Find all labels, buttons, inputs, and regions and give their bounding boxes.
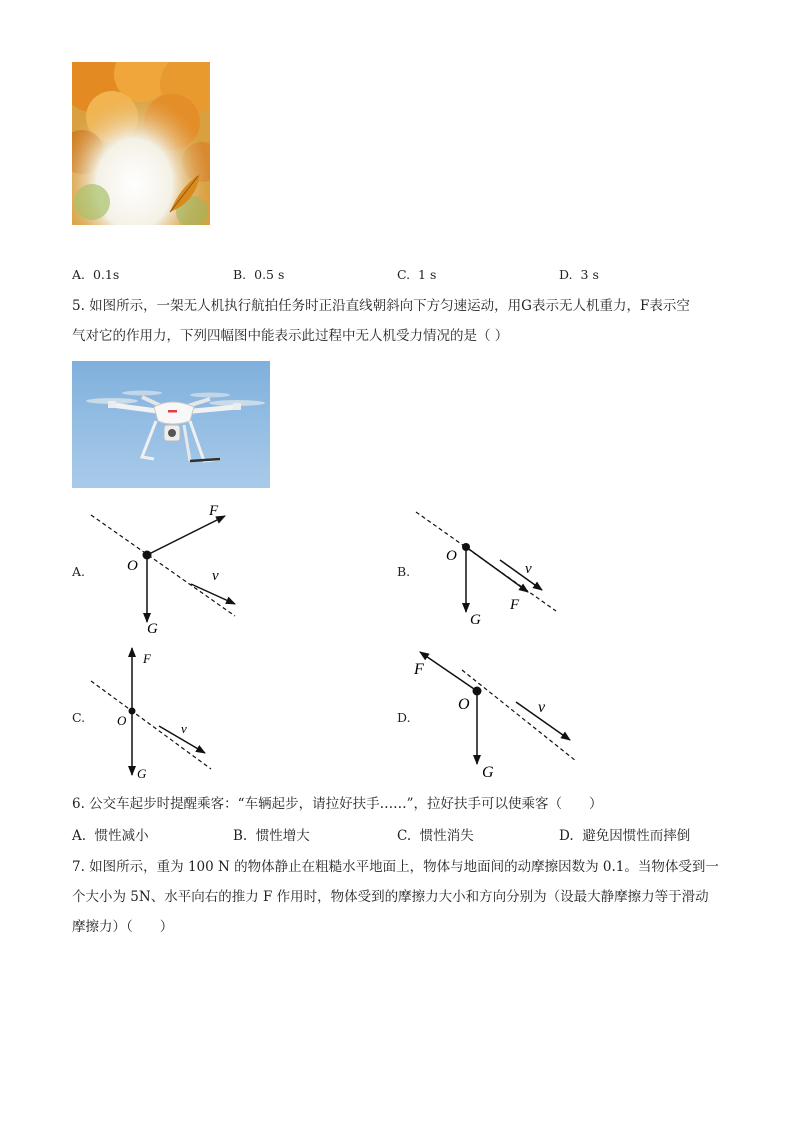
force-f-arrow xyxy=(420,652,477,691)
option-text: 惯性增大 xyxy=(255,828,310,844)
velocity-v-arrow xyxy=(500,560,542,590)
force-f-arrow xyxy=(147,516,225,555)
label-g: G xyxy=(470,612,481,628)
label-o: O xyxy=(127,558,138,574)
label-g: G xyxy=(137,766,147,781)
option-letter: C. xyxy=(397,828,412,844)
option-letter: D. xyxy=(559,828,574,844)
q5-option-b[interactable]: B. xyxy=(397,564,411,579)
force-diagram-a xyxy=(85,500,255,640)
option-letter: A. xyxy=(72,267,86,282)
label-f: F xyxy=(414,661,424,678)
label-f: F xyxy=(209,503,219,519)
q5-option-d[interactable]: D. xyxy=(397,710,411,725)
option-text: 惯性减小 xyxy=(94,828,149,844)
force-diagram-b xyxy=(410,500,570,635)
label-v: v xyxy=(181,721,187,736)
q5-stem-line-2: 气对它的作用力，下列四幅图中能表示此过程中无人机受力情况的是（ ） xyxy=(72,328,509,344)
label-f: F xyxy=(143,651,151,666)
q5-option-c[interactable]: C. xyxy=(72,710,86,725)
q4-option-b[interactable] xyxy=(233,265,284,285)
option-text: 1 s xyxy=(418,267,437,282)
q4-option-a[interactable] xyxy=(72,265,119,285)
q4-option-c[interactable] xyxy=(397,265,436,285)
label-v: v xyxy=(525,561,532,577)
label-o: O xyxy=(446,548,457,564)
q5-stem-line-1: 5. 如图所示，一架无人机执行航拍任务时正沿直线朝斜向下方匀速运动，用G表示无人机重力，F表示空 xyxy=(72,298,690,314)
autumn-leaves-photo xyxy=(72,62,210,225)
label-o: O xyxy=(117,713,127,728)
q7-stem-line-1: 7. 如图所示，重为 100 N 的物体静止在粗糙水平地面上，物体与地面间的动摩擦因数为 0.1。当物体受到一 xyxy=(72,859,719,875)
q5-option-a[interactable]: A. xyxy=(72,564,86,579)
q7-stem-line-3: 摩擦力）（ ） xyxy=(72,919,174,935)
option-text: 避免因惯性而摔倒 xyxy=(582,828,691,844)
q6-option-b[interactable] xyxy=(233,826,310,846)
option-letter: A. xyxy=(72,828,87,844)
trajectory-dashed-line xyxy=(462,670,576,761)
label-v: v xyxy=(538,699,546,716)
option-letter: C. xyxy=(397,267,411,282)
autumn-leaves-image xyxy=(72,62,210,225)
label-f: F xyxy=(510,597,520,613)
q4-option-d[interactable] xyxy=(559,265,599,285)
option-letter: B. xyxy=(233,828,248,844)
drone-photo xyxy=(72,361,270,488)
option-letter: B. xyxy=(233,267,247,282)
drone-image xyxy=(72,361,270,488)
option-text: 0.5 s xyxy=(254,267,285,282)
option-letter: D. xyxy=(559,267,573,282)
q7-stem-line-2: 个大小为 5N、水平向右的推力 F 作用时，物体受到的摩擦力大小和方向分别为（设最大静摩擦力等于滑动 xyxy=(72,889,709,905)
force-f-arrow xyxy=(466,547,528,592)
label-g: G xyxy=(482,764,494,781)
q6-option-c[interactable] xyxy=(397,826,474,846)
trajectory-dashed-line xyxy=(91,681,211,769)
q6-stem: 6. 公交车起步时提醒乘客：“车辆起步，请拉好扶手……”，拉好扶手可以使乘客（ ） xyxy=(72,796,603,812)
trajectory-dashed-line xyxy=(91,515,235,616)
option-text: 0.1s xyxy=(92,267,120,282)
force-diagram-c xyxy=(85,645,225,785)
option-text: 惯性消失 xyxy=(419,828,474,844)
q6-option-d[interactable] xyxy=(559,826,690,846)
option-text: 3 s xyxy=(580,267,599,282)
force-diagram-d xyxy=(410,640,590,785)
label-g: G xyxy=(147,621,158,637)
label-v: v xyxy=(212,568,219,584)
label-o: O xyxy=(458,696,470,713)
q6-option-a[interactable] xyxy=(72,826,149,846)
